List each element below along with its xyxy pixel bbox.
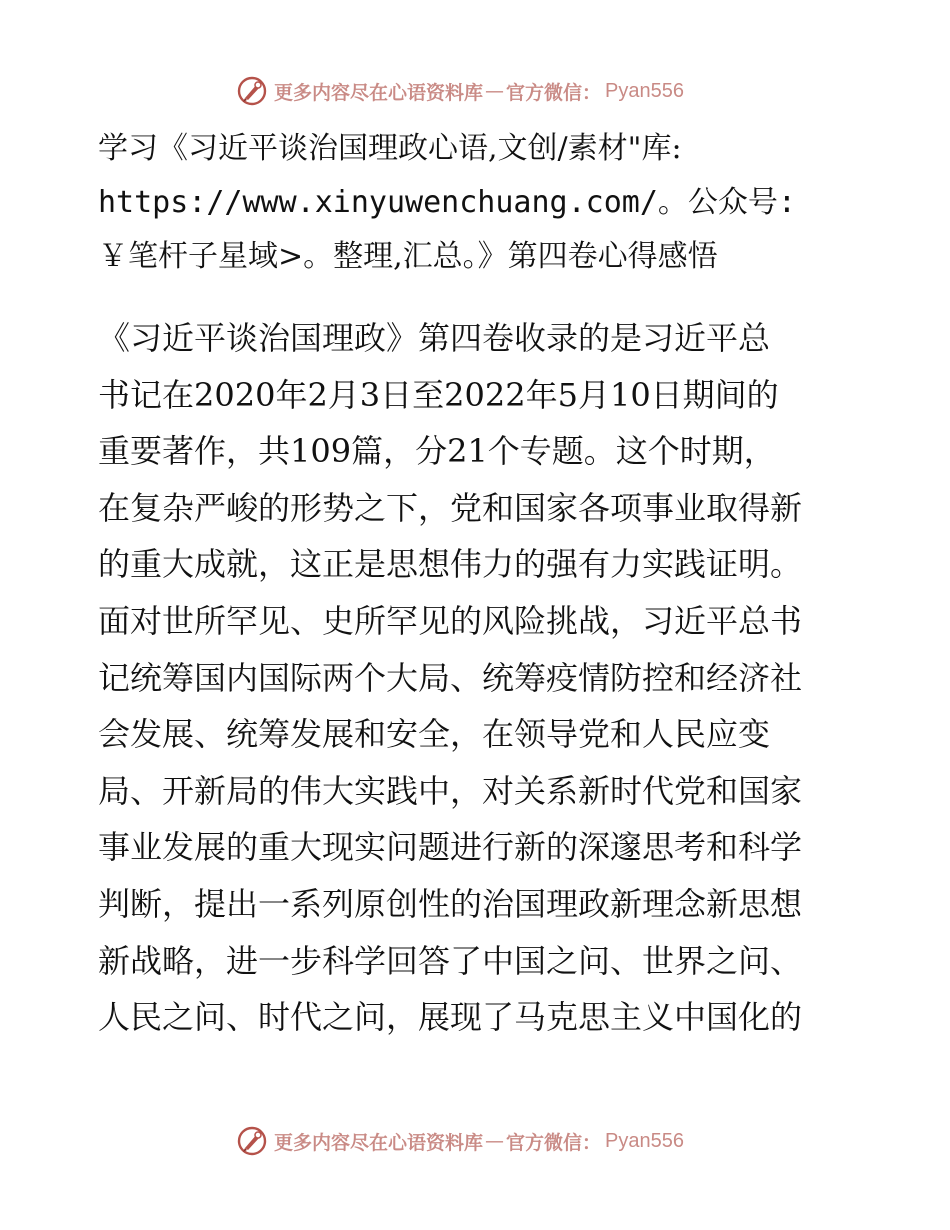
banner-separator: — [485,1130,505,1152]
banner-wechat-id: Pyan556 [605,79,684,102]
body-line: 在复杂严峻的形势之下，党和国家各项事业取得新 [98,488,803,527]
body-line: 的重大成就，这正是思想伟力的强有力实践证明。 [98,545,803,584]
banner-text: 更多内容尽在心语资料库 [274,81,484,104]
body-line: 会发展、统筹发展和安全，在领导党和人民应变 [98,715,771,754]
body-line: 《习近平谈治国理政》第四卷收录的是习近平总 [98,319,771,357]
body-line: 新战略，进一步科学回答了中国之问、世界之问、 [98,941,803,980]
body-line: 局、开新局的伟大实践中，对关系新时代党和国家 [98,771,803,810]
banner-wechat-id: Pyan556 [605,1129,684,1152]
header-watermark-banner [236,74,716,108]
banner-wechat-label: 官方微信： [506,81,602,104]
title-line-2: https://www.xinyuwenchuang.com/。公众号: [98,185,796,220]
banner-text: 更多内容尽在心语资料库 [274,1131,484,1154]
body-line: 事业发展的重大现实问题进行新的深邃思考和科学 [98,828,803,867]
body-paragraph [98,310,858,1046]
body-line: 人民之问、时代之问，展现了马克思主义中国化的 [98,998,803,1037]
body-line: 面对世所罕见、史所罕见的风险挑战，习近平总书 [98,601,803,640]
title-line-1: 学习《习近平谈治国理政心语,文创/素材"库: [98,131,682,166]
banner-wechat-label: 官方微信： [506,1131,602,1154]
feather-pen-logo-icon [236,1125,268,1157]
document-title [98,122,858,284]
title-line-3: ￥笔杆子星域>。整理,汇总。》第四卷心得感悟 [98,239,718,274]
body-line: 记统筹国内国际两个大局、统筹疫情防控和经济社 [98,658,803,697]
body-line: 判断，提出一系列原创性的治国理政新理念新思想 [98,884,803,923]
body-line: 重要著作，共109篇，分21个专题。这个时期， [98,432,776,471]
body-line: 书记在2020年2月3日至2022年5月10日期间的 [98,375,779,414]
banner-separator: — [485,80,505,102]
feather-pen-logo-icon [236,75,268,107]
footer-watermark-banner [236,1124,716,1158]
